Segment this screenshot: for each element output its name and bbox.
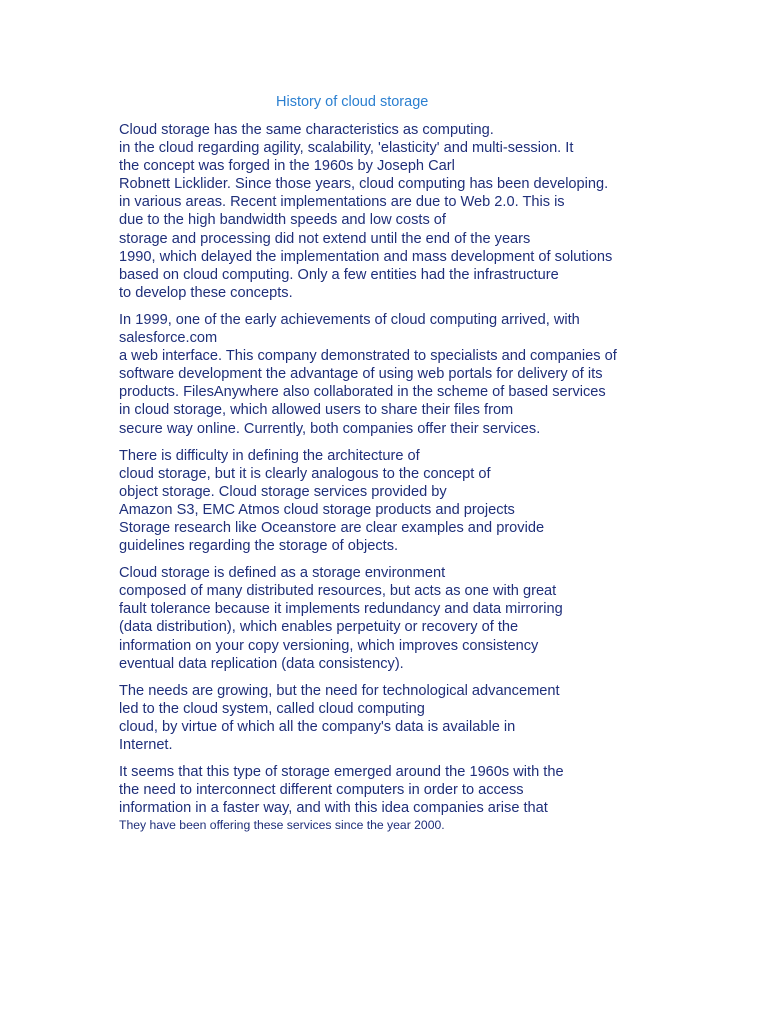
paragraph-6: [119, 763, 759, 833]
text-line: products. FilesAnywhere also collaborated in the scheme of based services: [119, 384, 606, 401]
text-line: Robnett Licklider. Since those years, cloud computing has been developing.: [119, 176, 609, 193]
text-line: in various areas. Recent implementations are due to Web 2.0. This is: [119, 194, 565, 211]
paragraph-3: [119, 447, 759, 556]
text-line: Amazon S3, EMC Atmos cloud storage products and projects: [119, 501, 515, 518]
text-line: It seems that this type of storage emerged around the 1960s with the: [119, 764, 564, 781]
text-line: the concept was forged in the 1960s by Joseph Carl: [119, 158, 455, 175]
text-line: Cloud storage has the same characteristics as computing.: [119, 122, 494, 138]
text-line: 1990, which delayed the implementation and mass development of solutions: [119, 248, 613, 265]
paragraph-4: [119, 564, 759, 673]
text-line: The needs are growing, but the need for technological advancement: [119, 682, 560, 699]
paragraph-2: [119, 311, 759, 438]
paragraph-5: [119, 682, 759, 754]
text-line: In 1999, one of the early achievements of cloud computing arrived, with: [119, 311, 580, 328]
text-line: secure way online. Currently, both companies offer their services.: [119, 420, 541, 437]
text-line: Storage research like Oceanstore are clear examples and provide: [119, 519, 545, 536]
text-line: information in a faster way, and with this idea companies arise that: [119, 800, 548, 817]
paragraph-1: [119, 121, 759, 302]
text-line: Internet.: [119, 737, 173, 753]
text-line: due to the high bandwidth speeds and low costs of: [119, 212, 446, 229]
text-line: in the cloud regarding agility, scalability, 'elasticity' and multi-session. It: [119, 140, 574, 157]
text-line: software development the advantage of using web portals for delivery of its: [119, 366, 603, 383]
text-line: a web interface. This company demonstrated to specialists and companies of: [119, 348, 617, 365]
text-line: information on your copy versioning, which improves consistency: [119, 637, 539, 654]
text-line: in cloud storage, which allowed users to share their files from: [119, 402, 514, 419]
text-line: (data distribution), which enables perpetuity or recovery of the: [119, 619, 519, 636]
text-line: object storage. Cloud storage services provided by: [119, 483, 447, 500]
document-body: [119, 121, 759, 842]
text-line: Cloud storage is defined as a storage environment: [119, 565, 446, 582]
text-line: cloud, by virtue of which all the company's data is available in: [119, 718, 516, 735]
text-line: eventual data replication (data consistency).: [119, 655, 404, 672]
text-line: There is difficulty in defining the architecture of: [119, 447, 420, 464]
text-line: based on cloud computing. Only a few entities had the infrastructure: [119, 266, 559, 283]
document-title: History of cloud storage: [276, 94, 429, 110]
text-line: cloud storage, but it is clearly analogous to the concept of: [119, 465, 491, 482]
text-line-small: They have been offering these services since the year 2000.: [119, 818, 445, 833]
text-line: salesforce.com: [119, 330, 218, 347]
text-line: storage and processing did not extend until the end of the years: [119, 230, 531, 247]
text-line: fault tolerance because it implements redundancy and data mirroring: [119, 601, 563, 618]
text-line: led to the cloud system, called cloud computing: [119, 700, 425, 717]
text-line: to develop these concepts.: [119, 284, 293, 301]
text-line: the need to interconnect different computers in order to access: [119, 782, 524, 799]
text-line: guidelines regarding the storage of objects.: [119, 538, 399, 555]
text-line: composed of many distributed resources, but acts as one with great: [119, 583, 557, 600]
